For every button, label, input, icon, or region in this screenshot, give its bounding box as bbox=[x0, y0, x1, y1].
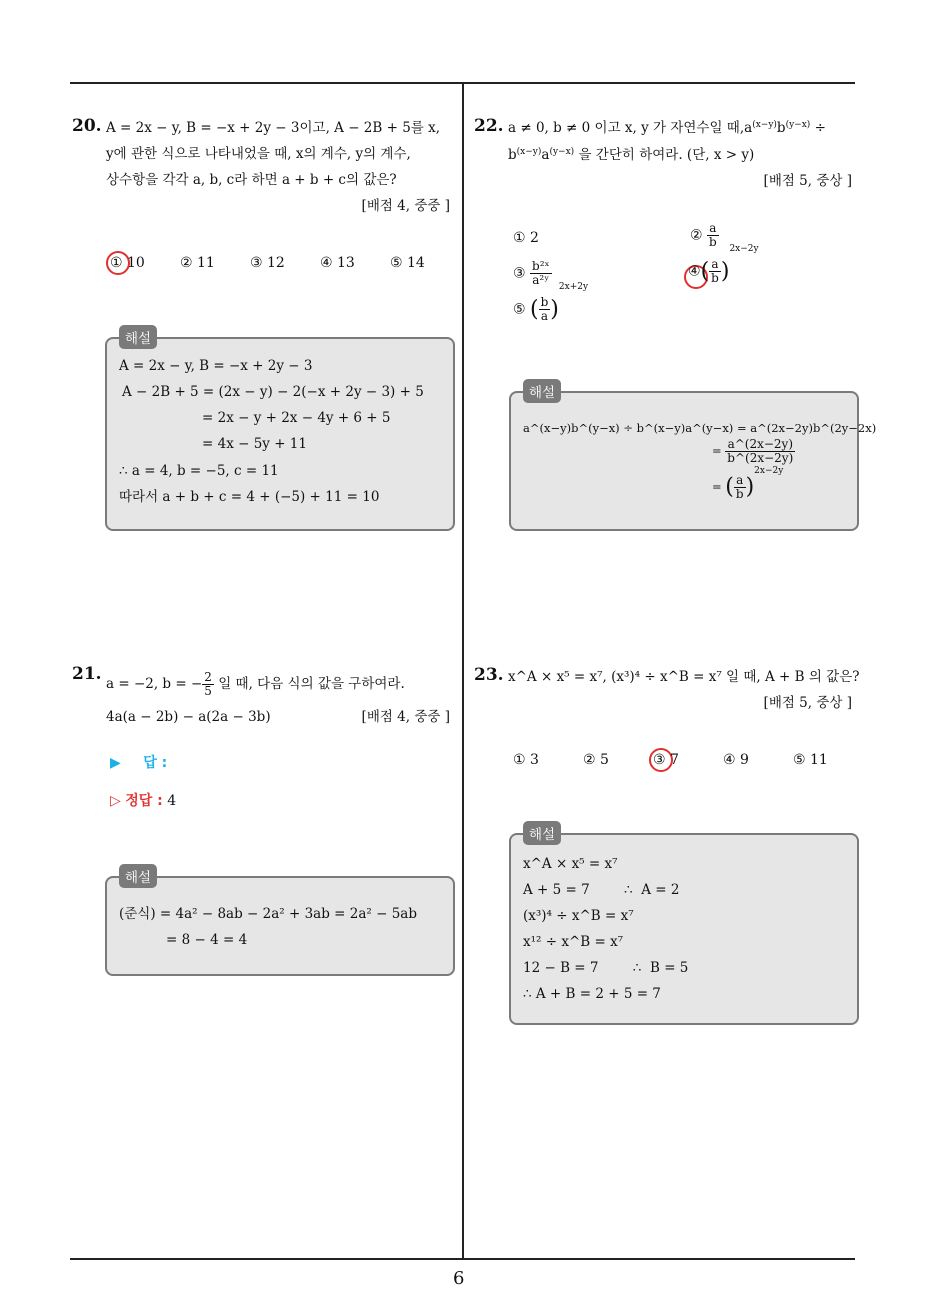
fraction: $\frac{2}{5}$ bbox=[204, 670, 212, 698]
solution-line: x¹² ÷ x^B = x⁷ bbox=[523, 934, 624, 950]
correct-answer-row bbox=[110, 790, 176, 810]
choice-2[interactable]: ② $\frac{a}{b}$ bbox=[690, 221, 717, 249]
solution-line: A = 2x − y, B = −x + 2y − 3 bbox=[119, 358, 313, 374]
choice-3[interactable]: ③ 12 bbox=[250, 255, 285, 271]
solution-line: = ( $\frac{a}{b}$ )$^{2x-2y}$ bbox=[712, 466, 784, 501]
solution-line: = 2x − y + 2x − 4y + 6 + 5 bbox=[202, 410, 391, 426]
choice-2[interactable]: ② 11 bbox=[180, 255, 215, 271]
answer-label: 답 : bbox=[143, 755, 168, 771]
question-text-line1 bbox=[106, 664, 405, 704]
outline-arrow-icon: ▷ bbox=[110, 793, 121, 809]
question-text-line2: $b^{(x-y)}a^{(y-x)}$ 을 간단히 하여라. (단, x > y) bbox=[508, 147, 755, 163]
score-label: [배점 4, 중중 ] bbox=[361, 198, 450, 214]
question-expression: 4a(a − 2b) − a(2a − 3b) bbox=[106, 709, 271, 725]
solution-tag: 해설 bbox=[119, 864, 157, 888]
question-text-post: 일 때, 다음 식의 값을 구하여라. bbox=[213, 676, 405, 692]
solution-box bbox=[105, 876, 455, 976]
question-text-line1: x^A × x⁵ = x⁷, (x³)⁴ ÷ x^B = x⁷ 일 때, A + B 의 값은? bbox=[508, 669, 860, 685]
choice-5[interactable]: ⑤ 11 bbox=[793, 752, 828, 768]
answer-row[interactable] bbox=[110, 752, 167, 772]
question-number: 23. bbox=[474, 665, 504, 685]
question-text-line3: 상수항을 각각 a, b, c라 하면 a + b + c의 값은? bbox=[106, 172, 397, 188]
column-divider bbox=[462, 82, 464, 1260]
solution-line: A + 5 = 7 ∴ A = 2 bbox=[523, 882, 680, 898]
choice-4[interactable]: ④( $\frac{a}{b}$ )$^{2x-2y}$ bbox=[688, 244, 759, 285]
score-label: [배점 5, 중상 ] bbox=[763, 173, 852, 189]
solution-tag: 해설 bbox=[523, 379, 561, 403]
choice-4[interactable]: ④ 9 bbox=[723, 752, 749, 768]
solution-line: = 8 − 4 = 4 bbox=[166, 932, 248, 948]
correct-label: 정답 : bbox=[125, 793, 163, 809]
score-label: [배점 4, 중중 ] bbox=[361, 709, 450, 725]
score-label: [배점 5, 중상 ] bbox=[763, 695, 852, 711]
play-arrow-icon: ▶ bbox=[110, 755, 121, 771]
choice-1[interactable]: ① 2 bbox=[513, 230, 539, 246]
solution-line: ∴ A + B = 2 + 5 = 7 bbox=[523, 986, 661, 1002]
solution-tag: 해설 bbox=[119, 325, 157, 349]
question-text-line2: y에 관한 식으로 나타내었을 때, x의 계수, y의 계수, bbox=[106, 146, 411, 162]
solution-line: A − 2B + 5 = (2x − y) − 2(−x + 2y − 3) + 5 bbox=[122, 384, 424, 400]
question-text-pre: a = −2, b = − bbox=[106, 676, 203, 692]
question-text-line1: a ≠ 0, b ≠ 0 이고 x, y 가 자연수일 때$,a^{(x-y)}b^{(y-x)}$ ÷ bbox=[508, 120, 826, 136]
question-number: 20. bbox=[72, 116, 102, 136]
solution-line: x^A × x⁵ = x⁷ bbox=[523, 856, 618, 872]
correct-value: 4 bbox=[167, 793, 177, 809]
page-number: 6 bbox=[453, 1268, 465, 1289]
solution-tag: 해설 bbox=[523, 821, 561, 845]
question-text-line1: A = 2x − y, B = −x + 2y − 3이고, A − 2B + 5를 x, bbox=[106, 120, 441, 136]
choice-1[interactable]: ① 3 bbox=[513, 752, 539, 768]
choice-1[interactable]: ① 10 bbox=[110, 255, 145, 271]
solution-line: ∴ a = 4, b = −5, c = 11 bbox=[119, 463, 279, 479]
solution-box bbox=[509, 391, 859, 531]
choice-2[interactable]: ② 5 bbox=[583, 752, 609, 768]
choice-3[interactable]: ③ 7 bbox=[653, 752, 679, 768]
solution-line: (준식) = 4a² − 8ab − 2a² + 3ab = 2a² − 5ab bbox=[119, 906, 417, 922]
solution-line: (x³)⁴ ÷ x^B = x⁷ bbox=[523, 908, 634, 924]
solution-line: = 4x − 5y + 11 bbox=[202, 436, 307, 452]
question-number: 22. bbox=[474, 116, 504, 136]
bottom-rule bbox=[70, 1258, 855, 1260]
solution-line: a^(x−y)b^(y−x) ÷ b^(x−y)a^(y−x) = a^(2x−2y)b^(2y−2x) bbox=[523, 421, 877, 435]
choice-3[interactable]: ③ $\frac{\text{b²ˣ}}{\text{a²ʸ}}$ bbox=[513, 259, 550, 287]
choice-5[interactable]: ⑤ 14 bbox=[390, 255, 425, 271]
solution-line: 따라서 a + b + c = 4 + (−5) + 11 = 10 bbox=[119, 489, 380, 505]
choice-4[interactable]: ④ 13 bbox=[320, 255, 355, 271]
question-number: 21. bbox=[72, 664, 102, 684]
choice-5[interactable]: ⑤ ( $\frac{b}{a}$ )$^{2x+2y}$ bbox=[513, 282, 589, 323]
solution-line: = $\frac{a\^{}(2x-2y)}{b\^{}(2x-2y)}$ bbox=[712, 437, 794, 465]
solution-line: 12 − B = 7 ∴ B = 5 bbox=[523, 960, 689, 976]
